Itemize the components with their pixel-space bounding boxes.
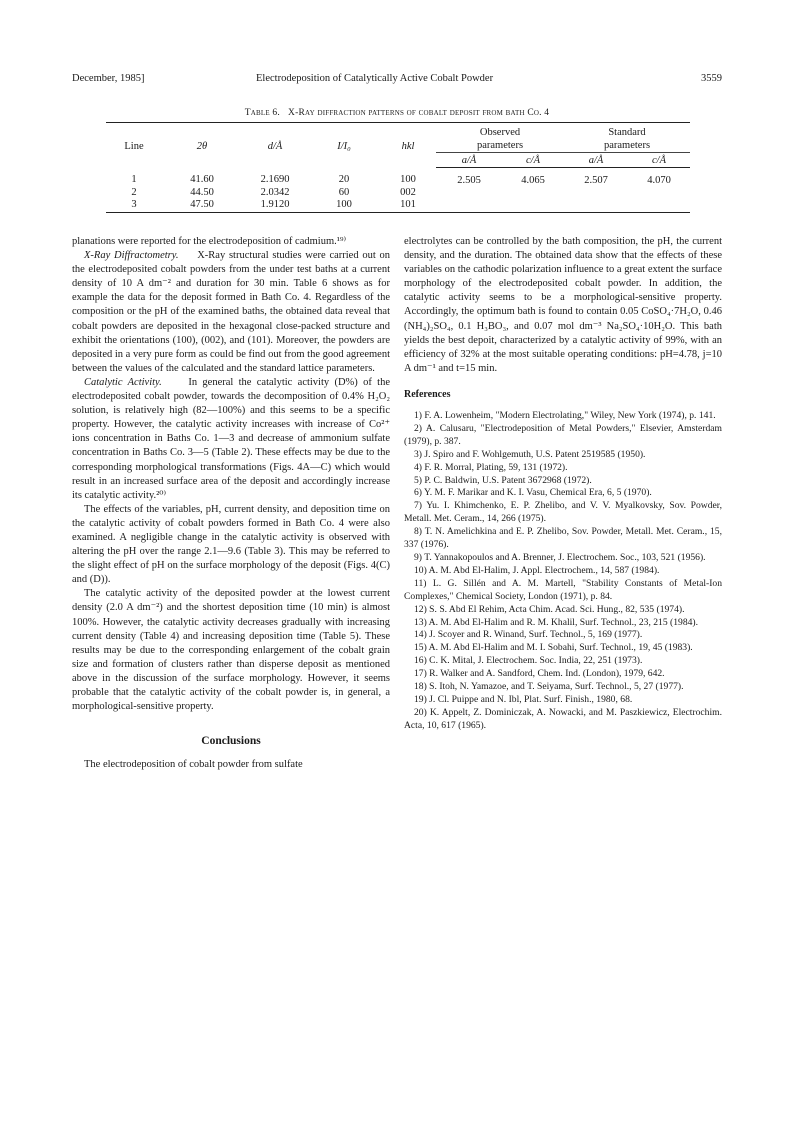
col-observed: Observed	[436, 123, 564, 140]
col-line: Line	[106, 123, 162, 168]
cell-line: 2	[131, 186, 137, 198]
cell-two-theta: 41.60	[190, 174, 214, 186]
header-title: Electrodeposition of Catalytically Active Cobalt Powder	[256, 73, 494, 84]
table-row	[106, 186, 690, 198]
reference-item: 8) T. N. Amelichkina and E. P. Zhelibo, Sov. Powder, Metall. Met. Ceram., 15, 337 (1976).	[404, 526, 722, 551]
cell-two-theta: 44.50	[190, 186, 214, 198]
cell-std-a	[564, 198, 628, 213]
cell-line: 1	[131, 174, 137, 186]
col-hkl: hkl	[380, 123, 436, 168]
cell-obs-c	[502, 198, 564, 213]
table-caption-text: X-Ray diffraction patterns of cobalt deposit from bath Co. 4	[288, 108, 550, 118]
table-caption	[72, 107, 722, 118]
section-title-conclusions: Conclusions	[201, 735, 261, 748]
cell-intensity: 20	[338, 174, 350, 186]
reference-item: 13) A. M. Abd El-Halim and R. M. Khalil, Surf. Technol., 23, 215 (1984).	[414, 616, 699, 628]
table-row	[106, 168, 690, 187]
col-standard: Standard	[564, 123, 690, 140]
cell-obs-c: 4.065	[521, 174, 545, 186]
section-runin-xray: X-Ray Diffractometry.	[84, 250, 179, 262]
paragraph: The electrodeposition of cobalt powder from sulfate	[84, 759, 303, 771]
section-runin-catalytic: Catalytic Activity.	[84, 376, 162, 388]
reference-item: 6) Y. M. F. Marikar and K. I. Vasu, Chemical Era, 6, 5 (1970).	[414, 487, 652, 499]
reference-list	[404, 410, 722, 733]
cell-d: 1.9120	[242, 198, 308, 213]
col-two-theta: 2θ	[162, 123, 242, 168]
page-number: 3559	[701, 73, 722, 84]
reference-item: 9) T. Yannakopoulos and A. Brenner, J. Electrochem. Soc., 103, 521 (1956).	[414, 552, 706, 563]
cell-intensity: 60	[338, 186, 350, 198]
reference-item: 20) K. Appelt, Z. Dominiczak, A. Nowacki, and M. Paszkiewicz, Electrochim. Acta, 10, 617 (1965).	[404, 706, 722, 731]
col-std-a: a/Å	[564, 153, 628, 168]
reference-item: 10) A. M. Abd El-Halim, J. Appl. Electrochem., 14, 587 (1984).	[414, 564, 660, 576]
cell-std-c	[628, 186, 690, 198]
reference-item: 16) C. K. Mital, J. Electrochem. Soc. India, 22, 251 (1973).	[414, 655, 643, 667]
section-title-references: References	[404, 388, 451, 400]
cell-std-a: 2.507	[584, 174, 608, 186]
col-observed-parameters: parameters	[436, 139, 564, 153]
table-caption-label: Table 6.	[244, 108, 280, 118]
cell-obs-a	[436, 198, 502, 213]
paragraph: planations were reported for the electrodeposition of cadmium.¹⁹⁾	[72, 236, 347, 247]
col-intensity: I/I₀	[308, 123, 380, 168]
paragraph-catalytic	[72, 376, 390, 503]
reference-item: 19) J. Cl. Puippe and N. Ibl, Plat. Surf. Finish., 1980, 68.	[414, 693, 633, 705]
col-obs-c: c/Å	[502, 153, 564, 168]
reference-item: 3) J. Spiro and F. Wohlgemuth, U.S. Patent 2519585 (1950).	[414, 448, 646, 460]
cell-std-c: 4.070	[647, 174, 671, 186]
table-row	[106, 198, 690, 213]
cell-std-a	[564, 186, 628, 198]
col-obs-a: a/Å	[436, 153, 502, 168]
cell-obs-a: 2.505	[457, 174, 481, 186]
cell-hkl: 101	[380, 198, 436, 213]
running-header	[72, 73, 722, 87]
cell-std-c	[628, 198, 690, 213]
xrd-table	[106, 122, 690, 213]
paragraph: The catalytic activity of the deposited powder at the lowest current density (2.0 A dm⁻²) and the shortest deposition time (10 min) is almost 100%. However, the catalytic activity decreases gradually with increasing current density (Table 4) and increasing deposition time (Table 5). These results may be due to the corresponding enlargement of the cobalt grain size and formation of clusters rather than disperse deposit as mentioned above in the discussion of the surface morphology. However, it seems probable that the catalytic activity of the cobalt powder is, in general, a morphological-sensitive property.	[72, 588, 390, 713]
cell-d: 2.1690	[260, 174, 290, 186]
reference-item: 18) S. Itoh, N. Yamazoe, and T. Seiyama, Surf. Technol., 5, 27 (1977).	[414, 681, 684, 693]
cell-d: 2.0342	[260, 186, 290, 198]
paragraph-text: In general the catalytic activity (D%) of the electrodeposited cobalt powder, towards the decomposition of 0.4% H₂O₂ solution, is relatively high (82—100%) and this seems to be a specific property. However, the catalytic activity increases with increase of Co²⁺ ions concentration in Baths Co. 1—3 and decrease of ammonium sulfate concentration in Baths Co. 3—5 (Table 2). These effects may be due to the corresponding morphological transformations (Figs. 4A—C) which would result in an increased surface area of the deposit and accordingly increase its catalytic activity.²⁰⁾	[72, 376, 390, 501]
paragraph: The effects of the variables, pH, current density, and deposition time on the catalytic activity of cobalt powders formed in Bath Co. 4 were also examined. A negligible change in the catalytic activity is observed with altering the pH over the range 2.1—9.6 (Table 3). This may be referred to the slight effect of pH on the surface morphology of the deposit (Figs. 4(C) and (D)).	[72, 503, 390, 586]
reference-item: 5) P. C. Baldwin, U.S. Patent 3672968 (1972).	[414, 474, 592, 486]
reference-item: 12) S. S. Abd El Rehim, Acta Chim. Acad. Sci. Hung., 82, 535 (1974).	[414, 603, 685, 615]
cell-obs-c	[502, 186, 564, 198]
col-std-c: c/Å	[628, 153, 690, 168]
header-date: December, 1985]	[72, 73, 145, 84]
reference-item: 2) A. Calusaru, "Electrodeposition of Metal Powders," Elsevier, Amsterdam (1979), p. 387.	[404, 422, 722, 447]
reference-item: 1) F. A. Lowenheim, "Modern Electrolating," Wiley, New York (1974), p. 141.	[414, 410, 716, 422]
cell-two-theta: 47.50	[162, 198, 242, 213]
right-column	[404, 235, 722, 733]
paragraph-text: X-Ray structural studies were carried out on the electrodeposited cobalt powders from the under test baths at a current density of 10 A dm⁻² and duration for 30 min. Table 6 shows as for example the data for the deposit formed in Bath Co. 4. Regardless of the composition or the pH of the examined baths, the obtained data reveal that cobalt powders are deposited in the hexagonal close-packed structure and exhibit the orientations (100), (002), and (101). Moreover, the powders are deposited in a very pure form as could be find out from the good agreement between the values of the calculated and the standard lattice parameters.	[72, 250, 391, 374]
cell-obs-a	[436, 186, 502, 198]
cell-hkl: 100	[400, 174, 416, 186]
cell-intensity: 100	[308, 198, 380, 213]
reference-item: 11) L. G. Sillén and A. M. Martell, "Stability Constants of Metal-Ion Complexes," Chemical Society, London (1971), p. 84.	[404, 577, 722, 602]
left-column	[72, 235, 390, 772]
reference-item: 4) F. R. Morral, Plating, 59, 131 (1972).	[414, 461, 568, 473]
col-d-spacing: d/Å	[242, 123, 308, 168]
cell-hkl: 002	[400, 186, 416, 198]
reference-item: 14) J. Scoyer and R. Winand, Surf. Technol., 5, 169 (1977).	[414, 629, 643, 641]
col-standard-parameters: parameters	[564, 139, 690, 153]
reference-item: 15) A. M. Abd El-Halim and M. I. Sobahi, Surf. Technol., 19, 45 (1983).	[414, 642, 693, 654]
cell-line: 3	[106, 198, 162, 213]
reference-item: 7) Yu. I. Khimchenko, E. P. Zhelibo, and V. V. Myalkovsky, Sov. Powder, Metall. Met. Ceram., 14, 266 (1975).	[404, 500, 722, 525]
paragraph-xray	[72, 249, 390, 376]
paragraph: electrolytes can be controlled by the bath composition, the pH, the current density, and the duration. The obtained data show that the effects of these variables on the cathodic polarization influence to a great extent the surface morphology of the electrodeposited cobalt powder. In addition, the catalytic activity seems to be a morphological-sensitive property. Accordingly, the optimum bath is found to contain 0.05 CoSO₄·7H₂O, 0.46 (NH₄)₂SO₄, 0.1 H₃BO₃, and 0.07 mol dm⁻³ Na₂SO₄·10H₂O. This bath yields the best depoit, characterized by a catalytic activity of 99%, with an efficiency of 32% at the most suitable operating conditions: pH=4.78, j=10 A dm⁻¹ and t=15 min.	[404, 236, 722, 374]
reference-item: 17) R. Walker and A. Sandford, Chem. Ind. (London), 1979, 642.	[414, 668, 665, 680]
